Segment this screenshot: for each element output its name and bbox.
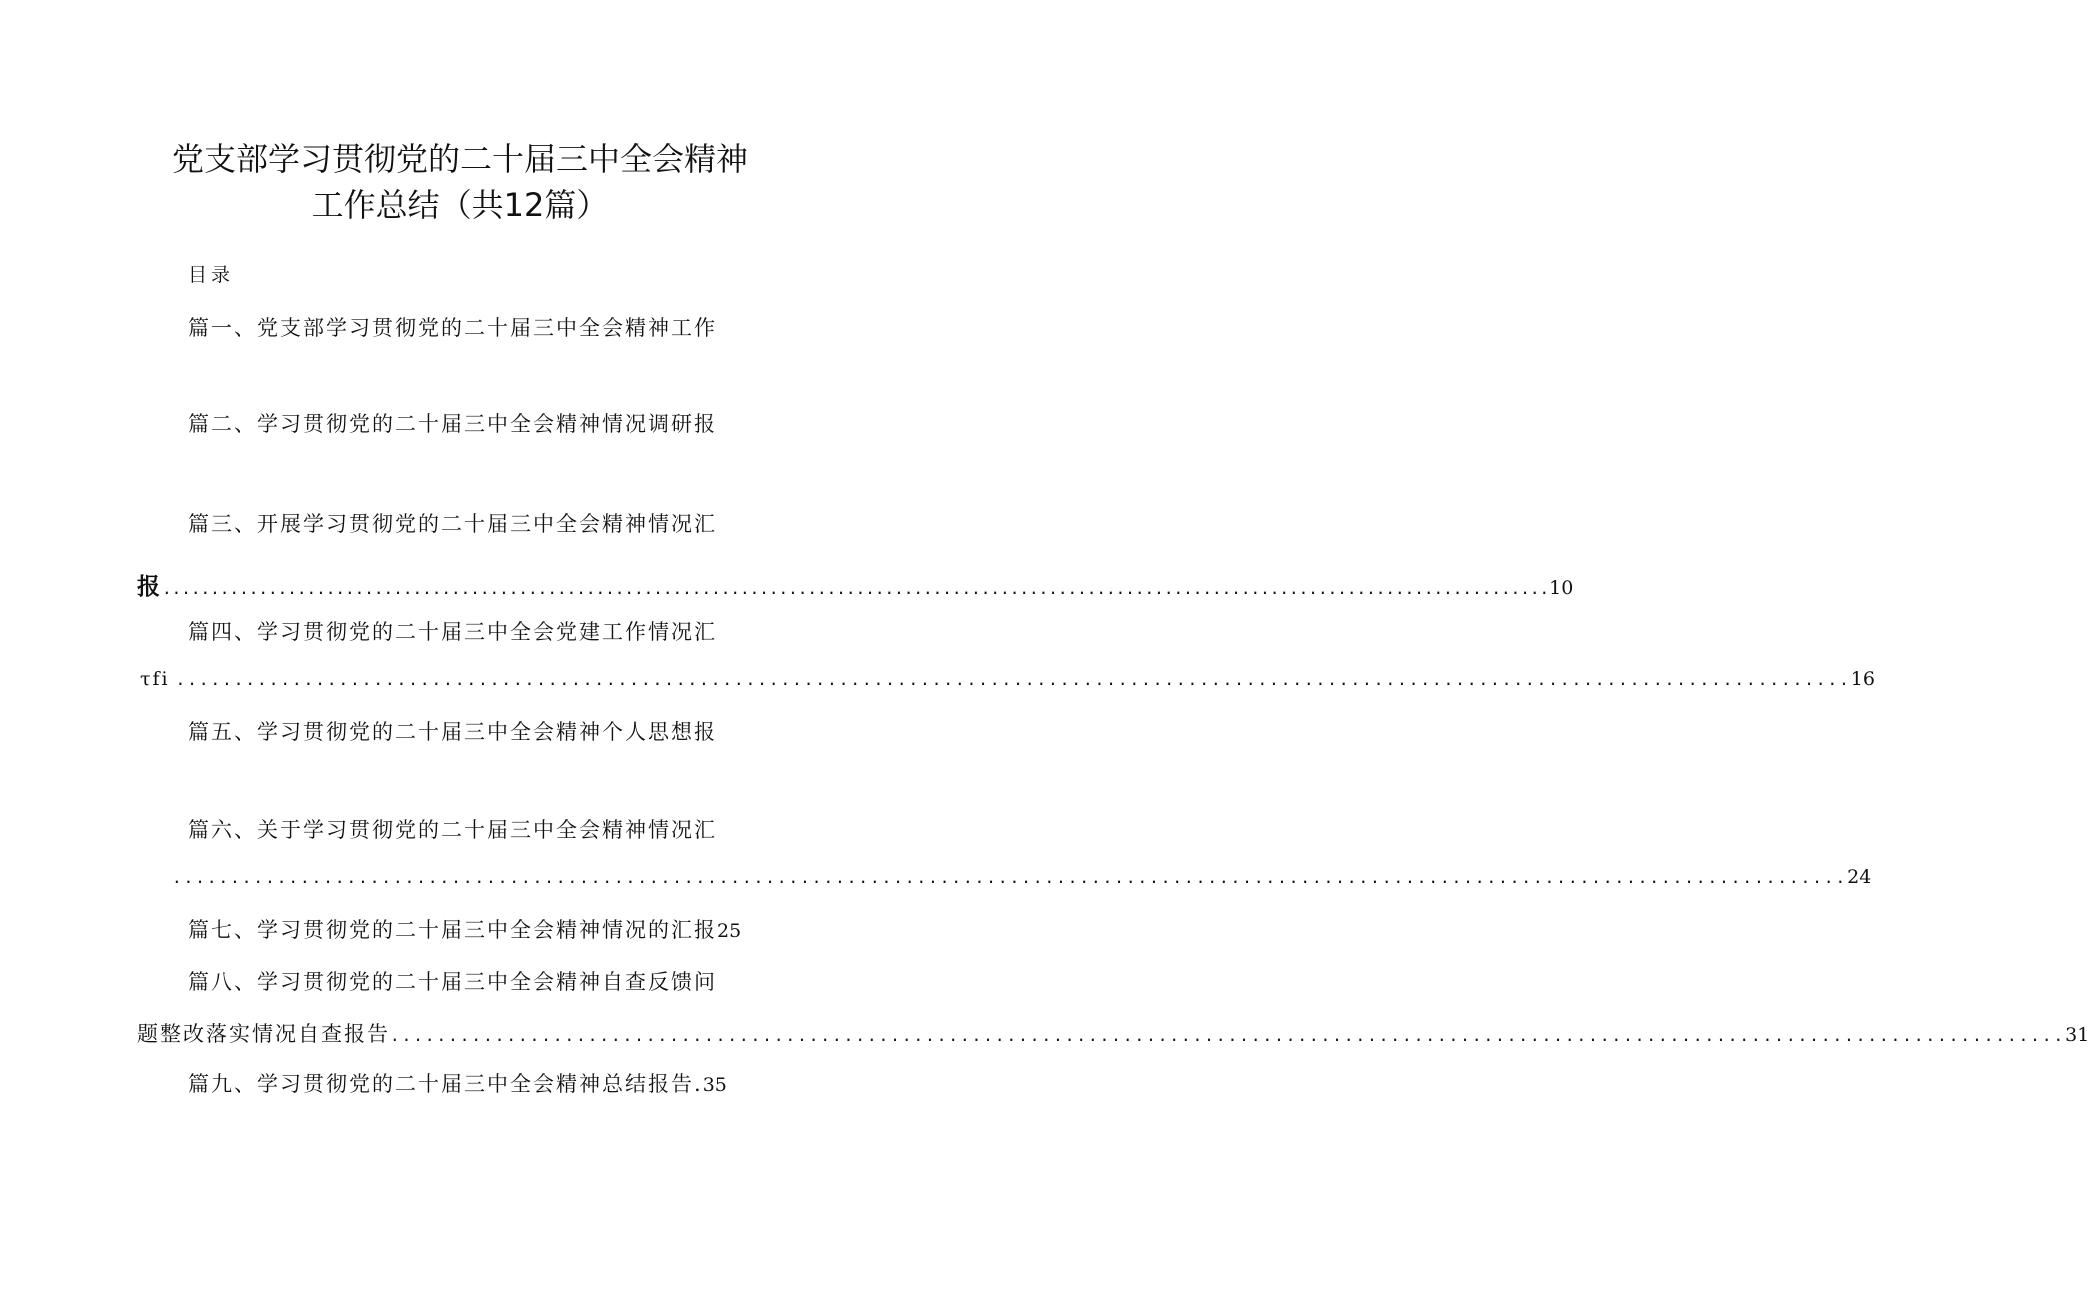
toc-entry-2[interactable]: 篇二、学习贯彻党的二十届三中全会精神情况调研报: [188, 412, 717, 436]
leader-dots: ................................................................................................................................................: [175, 670, 1851, 689]
toc-entry-3-continuation: 报: [137, 574, 162, 600]
toc-entry-9-text: 篇九、学习贯彻党的二十届三中全会精神总结报告.: [188, 1072, 703, 1096]
toc-entry-8-page: 31: [2065, 1024, 2089, 1046]
document-title-line2: 工作总结（共12篇）: [311, 186, 609, 224]
toc-entry-4-leader[interactable]: [140, 668, 1875, 690]
leader-dots: ................................................................................................................................................: [172, 868, 1848, 887]
toc-entry-6-leader[interactable]: [172, 866, 1872, 888]
toc-entry-3-page: 10: [1549, 577, 1574, 599]
toc-entry-4-page: 16: [1850, 668, 1875, 690]
toc-entry-3[interactable]: 篇三、开展学习贯彻党的二十届三中全会精神情况汇: [188, 512, 717, 536]
toc-entry-6[interactable]: 篇六、关于学习贯彻党的二十届三中全会精神情况汇: [188, 818, 717, 842]
leader-dots: ................................................................................................................................................: [390, 1026, 2066, 1045]
toc-entry-6-page: 24: [1847, 866, 1872, 888]
toc-entry-5[interactable]: 篇五、学习贯彻党的二十届三中全会精神个人思想报: [188, 720, 717, 744]
leader-dots: ................................................................................................................................................: [162, 579, 1550, 598]
toc-heading: 目录: [188, 264, 235, 286]
toc-entry-7-text: 篇七、学习贯彻党的二十届三中全会精神情况的汇报: [188, 918, 717, 942]
toc-entry-4-continuation: τfi: [140, 668, 170, 690]
document-title-line1: 党支部学习贯彻党的二十届三中全会精神: [171, 140, 748, 178]
toc-entry-8-continuation: 题整改落实情况自查报告: [137, 1022, 390, 1046]
toc-entry-7[interactable]: [188, 914, 741, 944]
toc-entry-4[interactable]: 篇四、学习贯彻党的二十届三中全会党建工作情况汇: [188, 620, 717, 644]
toc-entry-9[interactable]: [188, 1068, 727, 1098]
toc-entry-1[interactable]: 篇一、党支部学习贯彻党的二十届三中全会精神工作: [188, 316, 717, 340]
toc-entry-8-leader[interactable]: [137, 1018, 2089, 1048]
toc-entry-7-page: 25: [717, 920, 742, 942]
toc-entry-8[interactable]: 篇八、学习贯彻党的二十届三中全会精神自查反馈问: [188, 970, 717, 994]
toc-entry-9-page: 35: [702, 1074, 727, 1096]
toc-entry-3-leader[interactable]: [137, 568, 1574, 601]
